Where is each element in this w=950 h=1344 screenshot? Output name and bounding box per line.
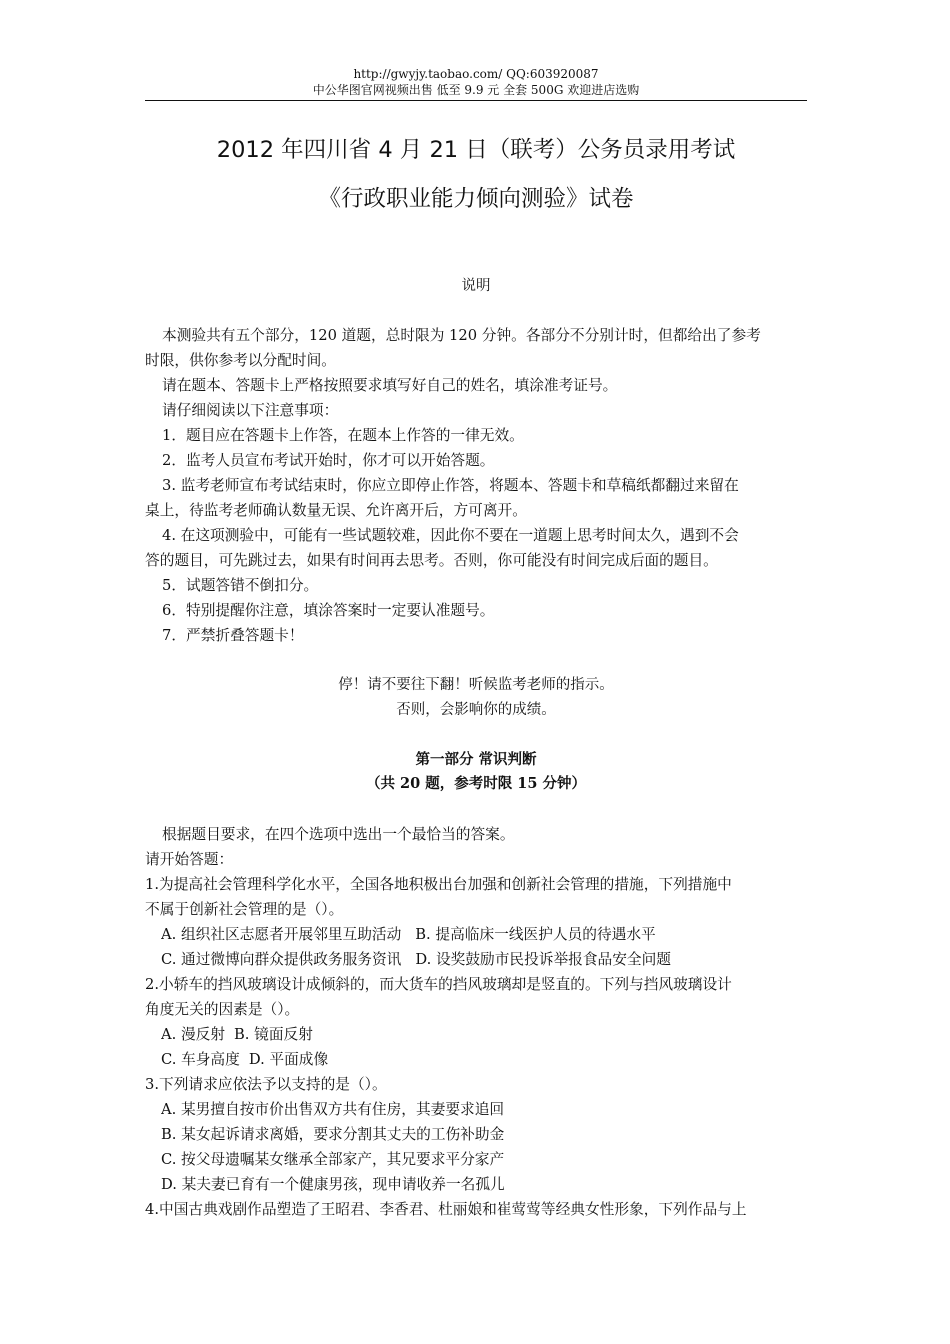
option-a: A. 某男擅自按市价出售双方共有住房，其妻要求追回 xyxy=(161,1101,505,1118)
stop-notice: 否则，会影响你的成绩。 xyxy=(396,702,556,718)
section-intro: 根据题目要求，在四个选项中选出一个最恰当的答案。 xyxy=(162,826,515,843)
question-stem: 2.小轿车的挡风玻璃设计成倾斜的，而大货车的挡风玻璃却是竖直的。下列与挡风玻璃设计 xyxy=(145,976,732,993)
option-b: B. 提高临床一线医护人员的待遇水平 xyxy=(415,926,656,943)
option-c: C. 车身高度 xyxy=(161,1051,240,1068)
instructions-paragraph: 本测验共有五个部分，120 道题，总时限为 120 分钟。各部分不分别计时，但都给出了参考 xyxy=(162,327,761,344)
instructions-heading: 说明 xyxy=(461,278,491,294)
question-stem: 不属于创新社会管理的是（）。 xyxy=(145,901,344,918)
option-a: A. 漫反射 xyxy=(161,1026,226,1043)
option-b: B. 镜面反射 xyxy=(234,1026,313,1043)
notice-item: 桌上，待监考老师确认数量无误、允许离开后，方可离开。 xyxy=(145,502,527,519)
option-row xyxy=(161,1025,807,1045)
question-stem: 角度无关的因素是（）。 xyxy=(145,1001,300,1018)
notice-item: 1．题目应在答题卡上作答，在题本上作答的一律无效。 xyxy=(162,427,524,444)
instructions-paragraph: 请仔细阅读以下注意事项： xyxy=(162,402,339,419)
question-stem: 3.下列请求应依法予以支持的是（）。 xyxy=(145,1076,387,1093)
notice-item: 答的题目，可先跳过去，如果有时间再去思考。否则，你可能没有时间完成后面的题目。 xyxy=(145,552,718,569)
notice-item: 4. 在这项测验中，可能有一些试题较难，因此你不要在一道题上思考时间太久，遇到不会 xyxy=(162,527,739,544)
option-row xyxy=(161,925,807,945)
option-d: D. 设奖鼓励市民投诉举报食品安全问题 xyxy=(415,951,671,968)
option-row xyxy=(161,1050,807,1070)
option-c: C. 通过微博向群众提供政务服务资讯 xyxy=(161,951,402,968)
notice-item: 5．试题答错不倒扣分。 xyxy=(162,577,319,594)
question-stem: 4.中国古典戏剧作品塑造了王昭君、李香君、杜丽娘和崔莺莺等经典女性形象，下列作品与上 xyxy=(145,1201,747,1218)
header-ad-line: 中公华图官网视频出售 低至 9.9 元 全套 500G 欢迎进店选购 xyxy=(312,83,640,97)
option-d: D. 某夫妻已育有一个健康男孩，现申请收养一名孤儿 xyxy=(161,1176,505,1193)
question-stem: 1.为提高社会管理科学化水平，全国各地积极出台加强和创新社会管理的措施，下列措施中 xyxy=(145,876,732,893)
option-a: A. 组织社区志愿者开展邻里互助活动 xyxy=(161,926,402,943)
header-url-line: http://gwyjy.taobao.com/ QQ:603920087 xyxy=(353,67,599,81)
option-row xyxy=(161,950,807,970)
header-divider xyxy=(145,100,807,101)
instructions-paragraph: 时限，供你参考以分配时间。 xyxy=(145,352,336,369)
exam-subtitle: 《行政职业能力倾向测验》试卷 xyxy=(318,186,634,212)
exam-title: 2012 年四川省 4 月 21 日（联考）公务员录用考试 xyxy=(216,137,736,163)
section-subheading: （共 20 题，参考时限 15 分钟） xyxy=(365,775,587,792)
section-start: 请开始答题： xyxy=(145,851,234,868)
section-heading: 第一部分 常识判断 xyxy=(415,751,537,768)
option-b: B. 某女起诉请求离婚，要求分割其丈夫的工伤补助金 xyxy=(161,1126,505,1143)
notice-item: 3. 监考老师宣布考试结束时，你应立即停止作答，将题本、答题卡和草稿纸都翻过来留在 xyxy=(162,477,739,494)
stop-notice: 停！请不要往下翻！听候监考老师的指示。 xyxy=(338,677,614,693)
option-d: D. 平面成像 xyxy=(248,1051,329,1068)
instructions-paragraph: 请在题本、答题卡上严格按照要求填写好自己的姓名，填涂准考证号。 xyxy=(162,377,618,394)
notice-item: 6．特别提醒你注意，填涂答案时一定要认准题号。 xyxy=(162,602,495,619)
option-c: C. 按父母遗嘱某女继承全部家产，其兄要求平分家产 xyxy=(161,1151,505,1168)
notice-item: 7．严禁折叠答题卡！ xyxy=(162,627,304,644)
notice-item: 2．监考人员宣布考试开始时，你才可以开始答题。 xyxy=(162,452,495,469)
